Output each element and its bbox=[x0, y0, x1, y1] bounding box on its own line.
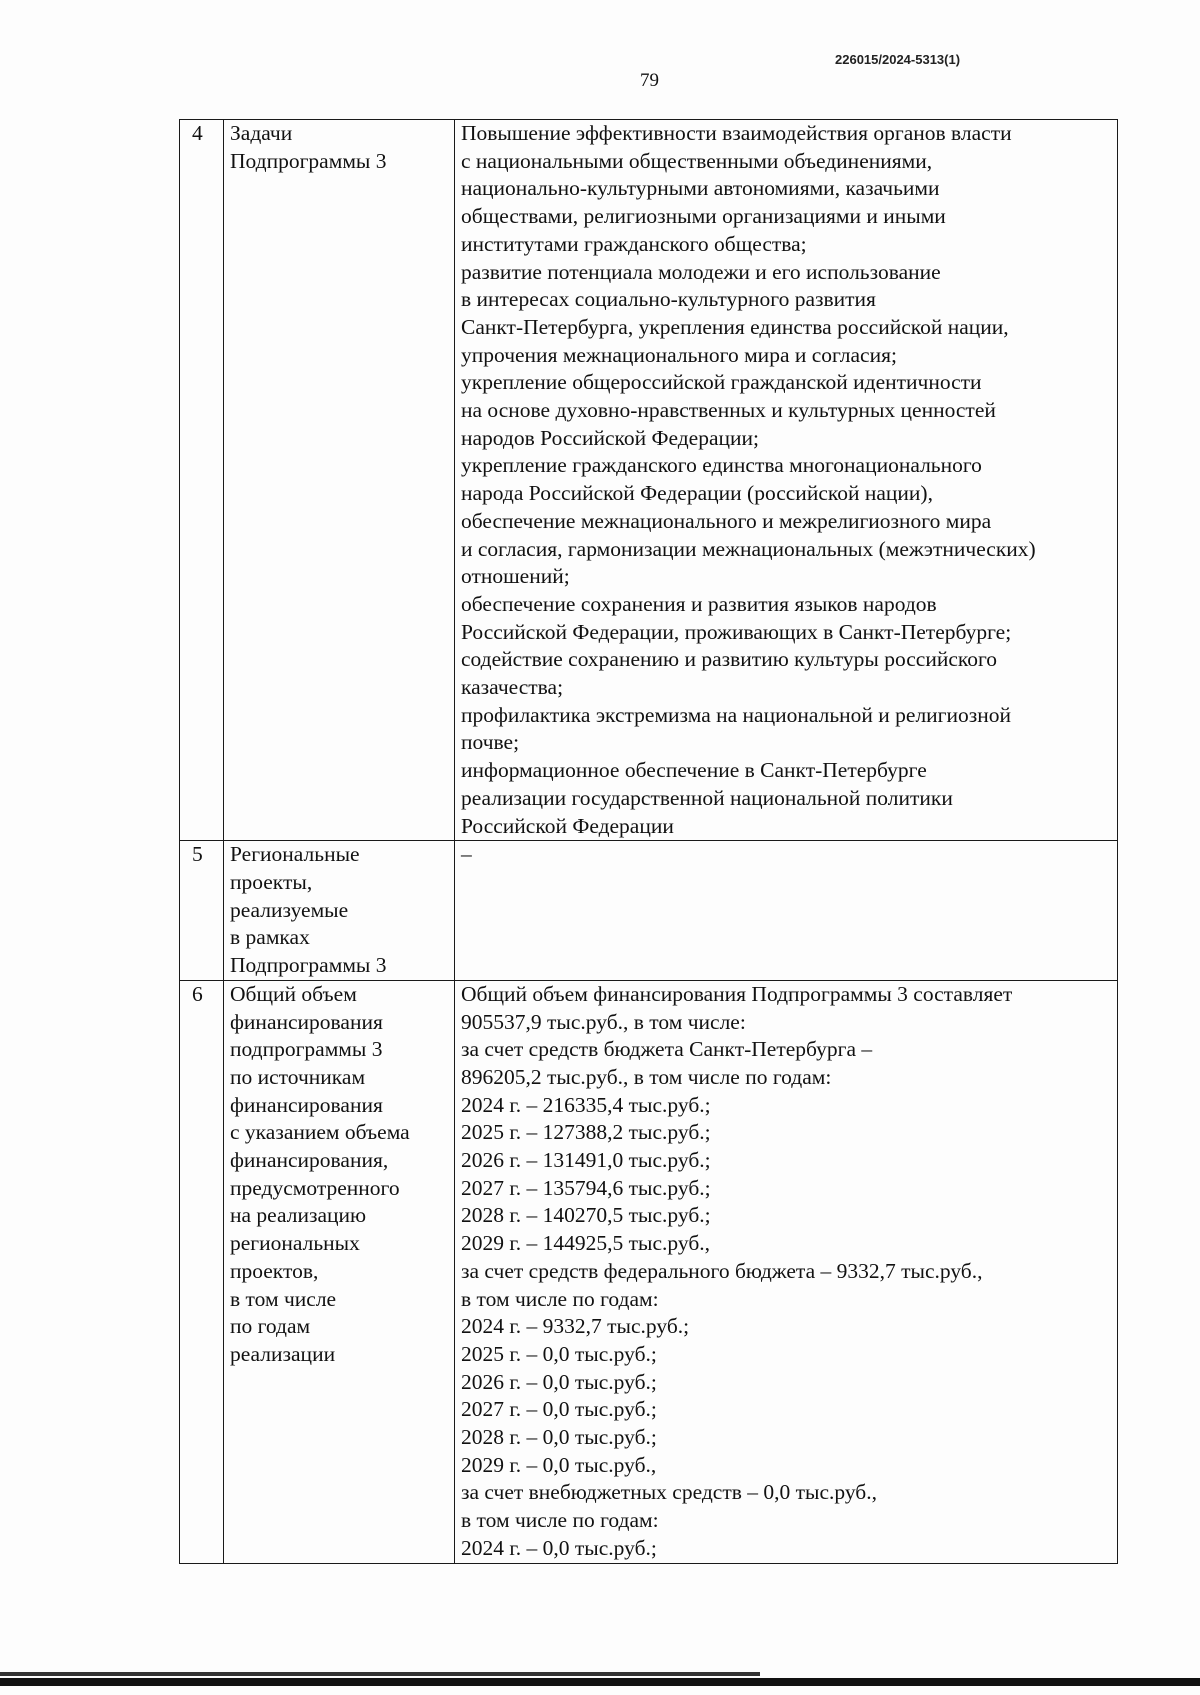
row-content-cell bbox=[455, 980, 1118, 1563]
row-content-line: обеспечение сохранения и развития языков народов bbox=[461, 591, 937, 616]
document-id: 226015/2024-5313(1) bbox=[835, 52, 961, 67]
row-label-line: финансирования bbox=[230, 1009, 383, 1034]
page-number: 79 bbox=[640, 70, 659, 91]
row-content-line: отношений; bbox=[461, 564, 570, 589]
row-content-line: с национальными общественными объединениями, bbox=[461, 148, 933, 173]
row-content-line: за счет средств федерального бюджета – 9332,7 тыс.руб., bbox=[461, 1258, 983, 1283]
row-content-line: 2026 г. – 0,0 тыс.руб.; bbox=[461, 1369, 657, 1394]
table-body bbox=[180, 120, 1118, 1564]
row-content-line: Повышение эффективности взаимодействия органов власти bbox=[461, 121, 1012, 145]
row-label-line: Региональные bbox=[230, 842, 360, 867]
row-label-line: с указанием объема bbox=[230, 1120, 410, 1145]
row-content-line: институтами гражданского общества; bbox=[461, 231, 807, 256]
row-content-line: в том числе по годам: bbox=[461, 1508, 659, 1533]
row-content-line: 2028 г. – 140270,5 тыс.руб.; bbox=[461, 1203, 711, 1228]
row-content-line: Российской Федерации bbox=[461, 813, 674, 838]
row-content-line: казачества; bbox=[461, 675, 564, 700]
row-content-line: обществами, религиозными организациями и иными bbox=[461, 204, 946, 229]
row-content-line: информационное обеспечение в Санкт-Петербурге bbox=[461, 758, 927, 783]
row-label-line: проекты, bbox=[230, 869, 313, 894]
row-label-line: финансирования bbox=[230, 1092, 383, 1117]
table-row bbox=[180, 980, 1118, 1563]
row-content-line: развитие потенциала молодежи и его использование bbox=[461, 259, 941, 284]
row-label-line: региональных bbox=[230, 1231, 360, 1256]
row-content-line: за счет внебюджетных средств – 0,0 тыс.руб., bbox=[461, 1480, 877, 1505]
row-content-line: 2026 г. – 131491,0 тыс.руб.; bbox=[461, 1148, 711, 1173]
row-content-line: содействие сохранению и развитию культуры российского bbox=[461, 647, 998, 672]
row-label-cell bbox=[224, 120, 455, 841]
row-content-line: национально-культурными автономиями, казачьими bbox=[461, 176, 940, 201]
row-content-line: 2027 г. – 135794,6 тыс.руб.; bbox=[461, 1175, 711, 1200]
row-content-line: Санкт-Петербурга, укрепления единства российской нации, bbox=[461, 314, 1009, 339]
row-label-line: финансирования, bbox=[230, 1148, 389, 1173]
row-content-line: народов Российской Федерации; bbox=[461, 425, 759, 450]
row-label-line: Общий объем bbox=[230, 981, 357, 1006]
row-content-line: и согласия, гармонизации межнациональных (межэтнических) bbox=[461, 536, 1036, 561]
row-label-line: Подпрограммы 3 bbox=[230, 953, 387, 978]
row-content-line: Российской Федерации, проживающих в Санкт-Петербурге; bbox=[461, 619, 1012, 644]
row-content-line: почве; bbox=[461, 730, 520, 755]
row-label-line: на реализацию bbox=[230, 1203, 367, 1228]
row-content-line: 2024 г. – 9332,7 тыс.руб.; bbox=[461, 1314, 690, 1339]
row-label-line: предусмотренного bbox=[230, 1175, 400, 1200]
row-content-line: – bbox=[461, 842, 472, 867]
row-content-line: 2024 г. – 216335,4 тыс.руб.; bbox=[461, 1092, 711, 1117]
row-label-line: проектов, bbox=[230, 1258, 319, 1283]
scan-edge-bar bbox=[0, 1678, 1200, 1686]
subprogram-table bbox=[179, 119, 1118, 1564]
row-content-line: 2029 г. – 144925,5 тыс.руб., bbox=[461, 1231, 711, 1256]
table-row bbox=[180, 841, 1118, 981]
row-label-cell bbox=[224, 980, 455, 1563]
row-number: 5 bbox=[180, 841, 224, 981]
row-content-line: упрочения межнационального мира и согласия; bbox=[461, 342, 897, 367]
row-content-line: 2027 г. – 0,0 тыс.руб.; bbox=[461, 1397, 657, 1422]
row-label-line: в рамках bbox=[230, 925, 310, 950]
row-content-line: народа Российской Федерации (российской нации), bbox=[461, 481, 933, 506]
row-number: 4 bbox=[180, 120, 224, 841]
row-label-line: по источникам bbox=[230, 1064, 366, 1089]
row-label-line: подпрограммы 3 bbox=[230, 1037, 383, 1062]
row-label-line: по годам bbox=[230, 1314, 311, 1339]
row-content-line: 2029 г. – 0,0 тыс.руб., bbox=[461, 1452, 657, 1477]
row-number: 6 bbox=[180, 980, 224, 1563]
row-content-line: на основе духовно-нравственных и культурных ценностей bbox=[461, 398, 996, 423]
row-content-line: обеспечение межнационального и межрелигиозного мира bbox=[461, 508, 992, 533]
row-label-line: в том числе bbox=[230, 1286, 337, 1311]
row-content-line: укрепление гражданского единства многонационального bbox=[461, 453, 982, 478]
row-content-line: в интересах социально-культурного развития bbox=[461, 287, 876, 312]
row-content-line: 2024 г. – 0,0 тыс.руб.; bbox=[461, 1535, 657, 1560]
row-content-line: профилактика экстремизма на национальной и религиозной bbox=[461, 702, 1012, 727]
row-content-line: 2025 г. – 0,0 тыс.руб.; bbox=[461, 1341, 657, 1366]
row-content-line: реализации государственной национальной политики bbox=[461, 785, 953, 810]
row-content-line: в том числе по годам: bbox=[461, 1286, 659, 1311]
row-content-line: 896205,2 тыс.руб., в том числе по годам: bbox=[461, 1064, 832, 1089]
row-label-line: Подпрограммы 3 bbox=[230, 148, 387, 173]
row-content-cell bbox=[455, 841, 1118, 981]
row-label-cell bbox=[224, 841, 455, 981]
row-content-line: 905537,9 тыс.руб., в том числе: bbox=[461, 1009, 746, 1034]
row-label-line: реализации bbox=[230, 1341, 336, 1366]
scan-edge-line bbox=[0, 1672, 760, 1676]
row-content-line: 2025 г. – 127388,2 тыс.руб.; bbox=[461, 1120, 711, 1145]
row-content-line: укрепление общероссийской гражданской идентичности bbox=[461, 370, 982, 395]
row-label-line: Задачи bbox=[230, 121, 293, 145]
row-label-line: реализуемые bbox=[230, 897, 349, 922]
row-content-line: Общий объем финансирования Подпрограммы 3 составляет bbox=[461, 981, 1013, 1006]
row-content-line: за счет средств бюджета Санкт-Петербурга – bbox=[461, 1037, 873, 1062]
row-content-line: 2028 г. – 0,0 тыс.руб.; bbox=[461, 1425, 657, 1450]
row-content-cell bbox=[455, 120, 1118, 841]
table-row bbox=[180, 120, 1118, 841]
